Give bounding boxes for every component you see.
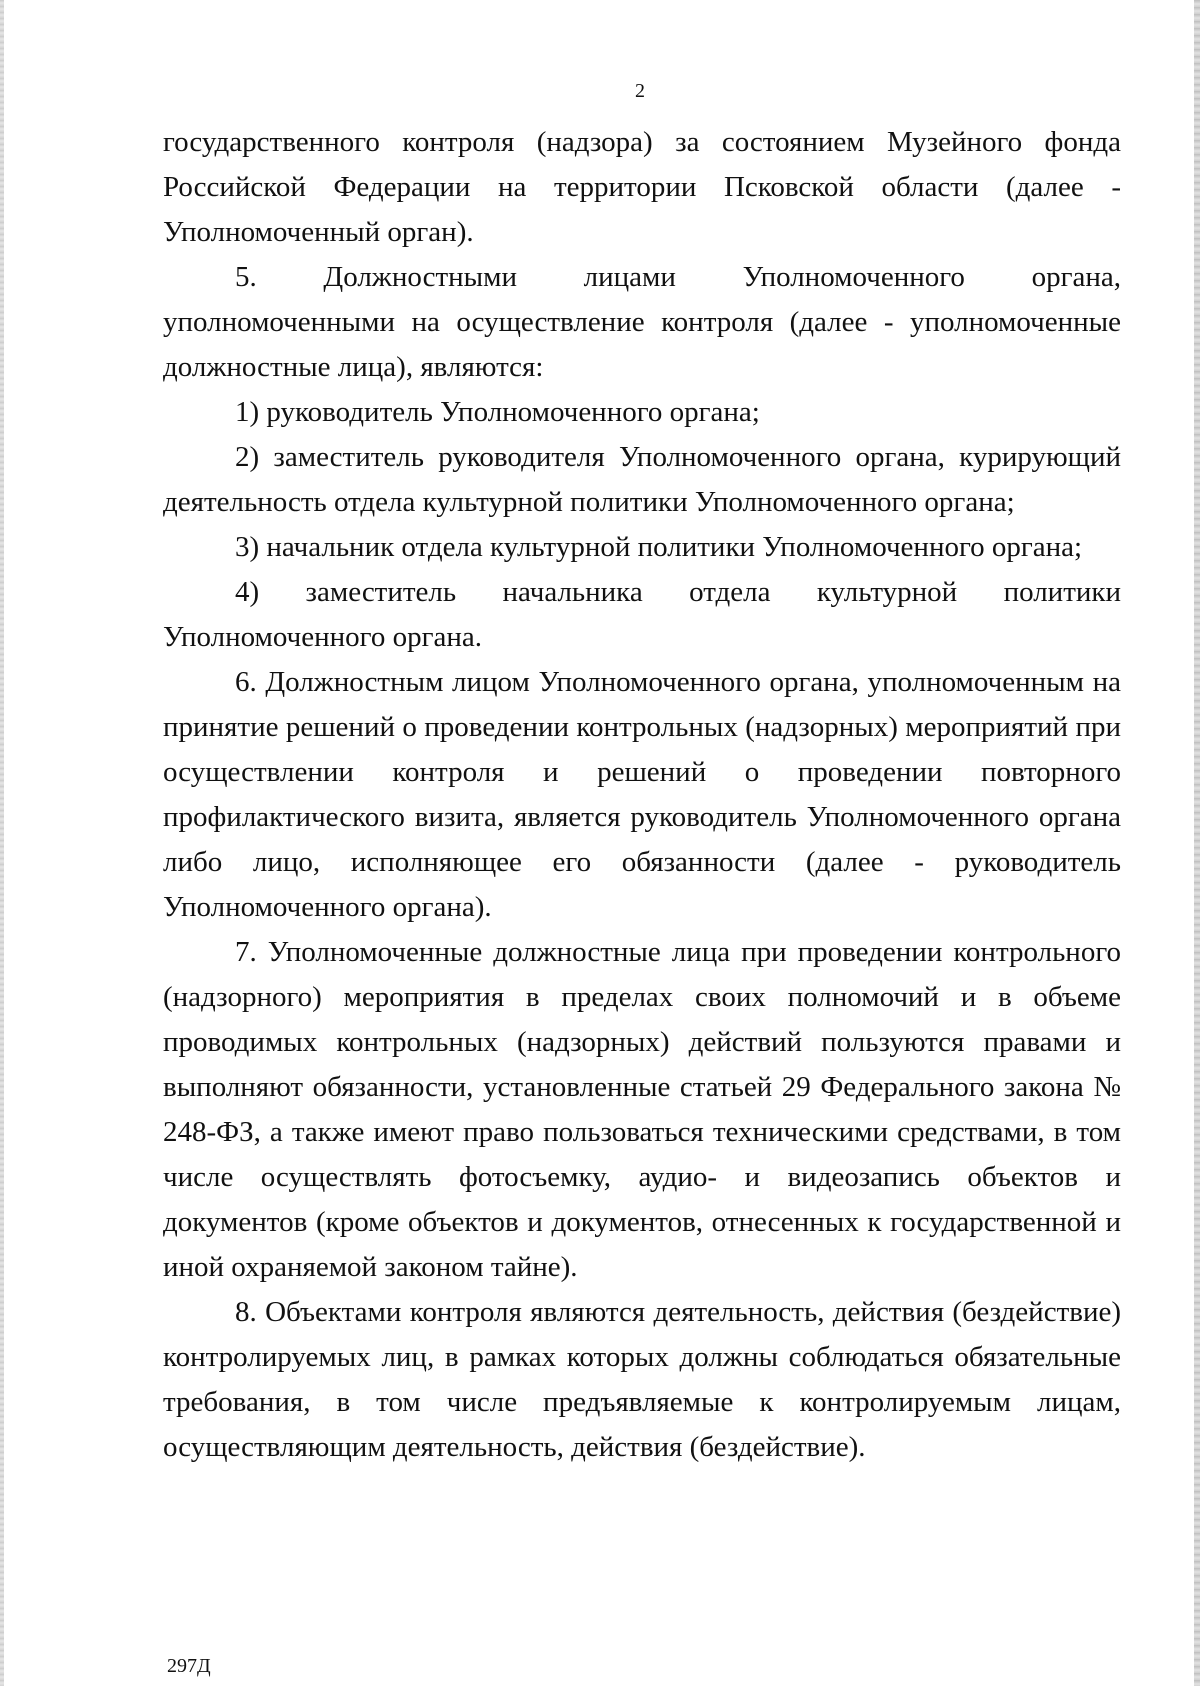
paragraph-item-5: 5. Должностными лицами Уполномоченного органа, уполномоченными на осуществление контроля (далее - уполномоченные должностные лица), являются:	[163, 261, 1121, 383]
paragraph-subitem-1: 1) руководитель Уполномоченного органа;	[235, 396, 760, 428]
paragraph-item-8: 8. Объектами контроля являются деятельность, действия (бездействие) контролируемых лиц, в рамках которых должны соблюдаться обязательные требования, в том числе предъявляемые к контролируемым лицам, осуществляющим деятельность, действия (бездействие).	[163, 1296, 1121, 1463]
document-body	[163, 120, 1121, 1470]
paragraph-item-6: 6. Должностным лицом Уполномоченного органа, уполномоченным на принятие решений о проведении контрольных (надзорных) мероприятий при осуществлении контроля и решений о проведении повторного профилактического визита, является руководитель Уполномоченного органа либо лицо, исполняющее его обязанности (далее - руководитель Уполномоченного органа).	[163, 666, 1121, 923]
paragraph-subitem-3: 3) начальник отдела культурной политики Уполномоченного органа;	[235, 531, 1083, 563]
paragraph-subitem-4: 4) заместитель начальника отдела культурной политики Уполномоченного органа.	[163, 576, 1121, 653]
paragraph-continuation: государственного контроля (надзора) за состоянием Музейного фонда Российской Федерации на территории Псковской области (далее - Уполномоченный орган).	[163, 126, 1121, 248]
scan-edge-left	[0, 0, 4, 1686]
page-number: 2	[635, 80, 645, 102]
paragraph-item-7: 7. Уполномоченные должностные лица при проведении контрольного (надзорного) мероприятия в пределах своих полномочий и в объеме проводимых контрольных (надзорных) действий пользуются правами и выполняют обязанности, установленные статьей 29 Федерального закона № 248-ФЗ, а также имеют право пользоваться техническими средствами, в том числе осуществлять фотосъемку, аудио- и видеозапись объектов и документов (кроме объектов и документов, отнесенных к государственной и иной охраняемой законом тайне).	[163, 936, 1121, 1283]
document-code: 297Д	[167, 1655, 211, 1677]
paragraph-subitem-2: 2) заместитель руководителя Уполномоченного органа, курирующий деятельность отдела культурной политики Уполномоченного органа;	[163, 441, 1121, 518]
scan-edge-right	[1194, 0, 1200, 1686]
